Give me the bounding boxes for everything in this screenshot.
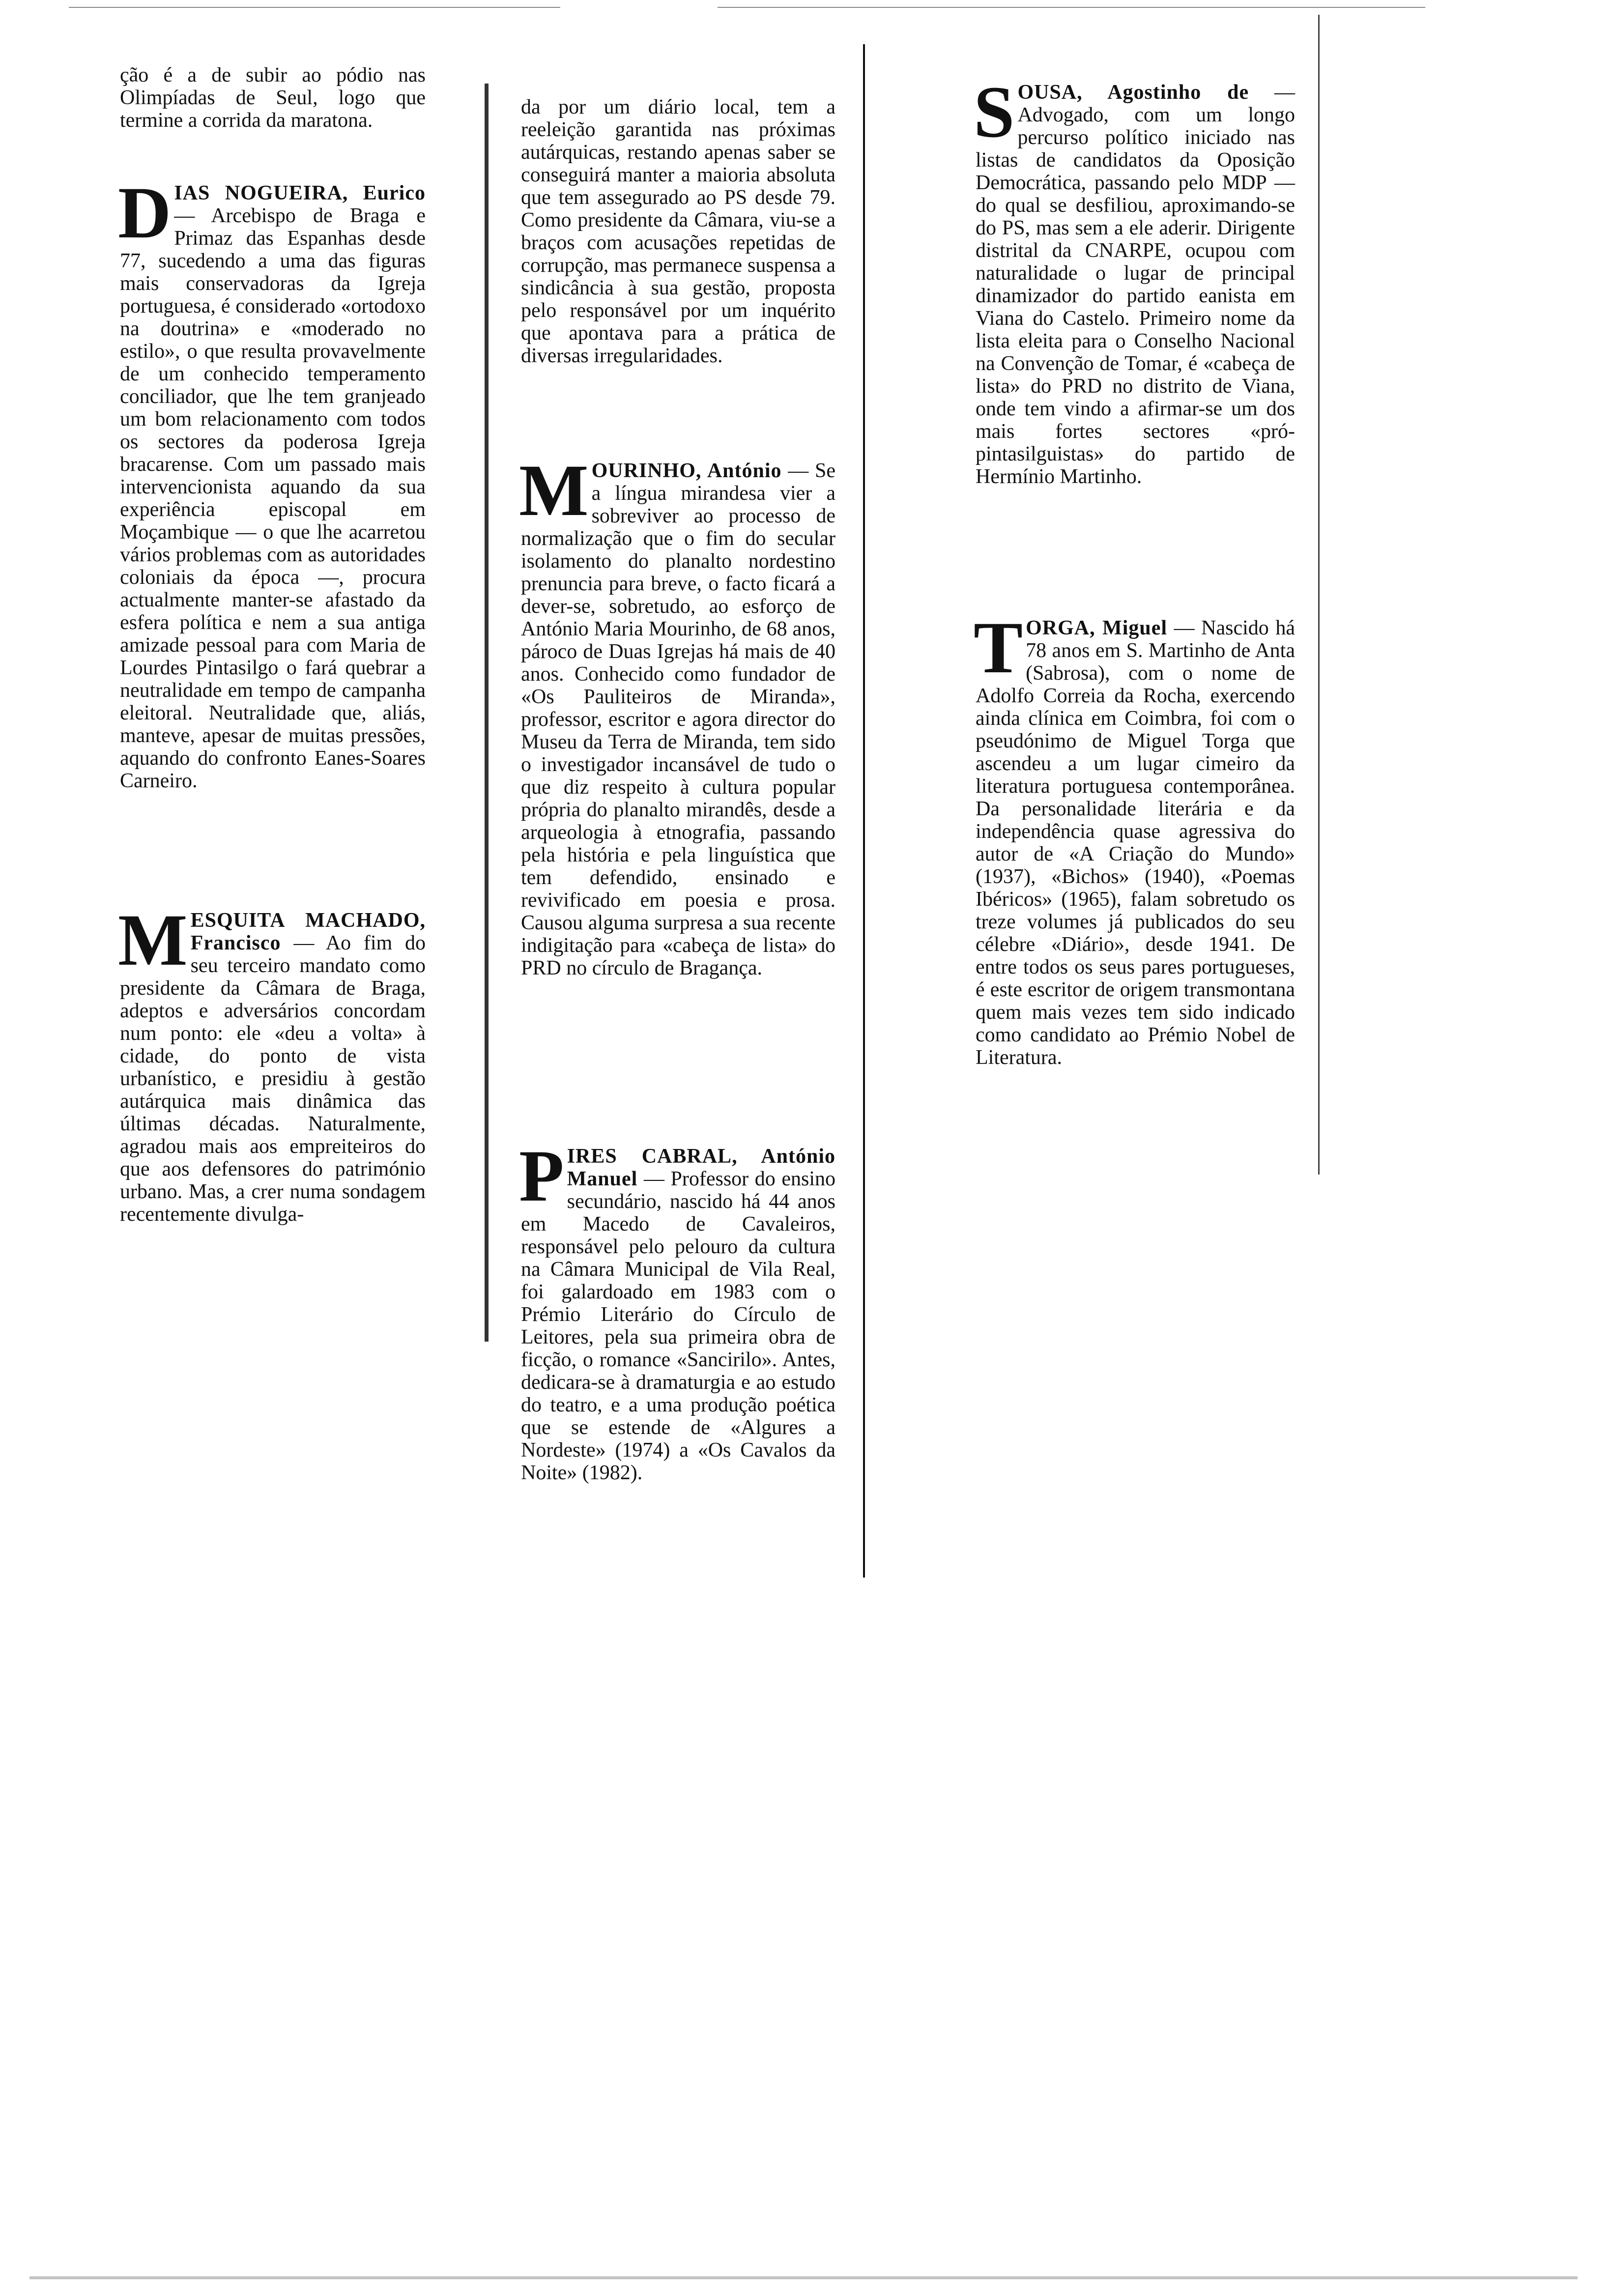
entry-sousa — [974, 71, 1295, 488]
column-rule-right — [1318, 15, 1320, 1175]
entry-continuation — [521, 96, 835, 367]
entry-continuation — [120, 64, 426, 132]
entry-mesquita-machado — [118, 899, 426, 1226]
top-rule-right — [718, 7, 1425, 8]
drop-cap: S — [974, 71, 1015, 153]
drop-cap: P — [519, 1135, 564, 1217]
top-rule-left — [69, 7, 560, 8]
entry-heading: ORGA, Miguel — [1026, 617, 1168, 639]
entry-torga — [974, 607, 1295, 1069]
column-rule-middle — [863, 44, 865, 1578]
drop-cap: T — [974, 607, 1023, 689]
entry-text: — Ao fim do seu terceiro mandato como presidente da Câmara de Braga, adeptos e adversários concordam num ponto: ele «deu a volta» à cidade, do ponto de vista urbanístico, e presidiu à gestão autárquica mais dinâmica das últimas décadas. Naturalmente, agradou mais aos empreiteiros do que aos defensores do património urbano. Mas, a crer numa sondagem recentemente divulga- — [120, 932, 426, 1226]
entry-dias-nogueira — [118, 172, 426, 792]
entry-text: ção é a de subir ao pódio nas Olimpíadas de Seul, logo que termine a corrida da maratona. — [120, 64, 426, 132]
entry-text: — Professor do ensino secundário, nascido há 44 anos em Macedo de Cavaleiros, responsável pelo pelouro da cultura na Câmara Municipal de Vila Real, foi galardoado em 1983 com o Prémio Literário do Círculo de Leitores, pela sua primeira obra de ficção, o romance «Sancirilo». Antes, dedicara-se à dramaturgia e ao estudo do teatro, e a uma produção poética que se estende de «Algures a Nordeste» (1974) a «Os Cavalos da Noite» (1982). — [521, 1168, 835, 1484]
entry-text: — Nascido há 78 anos em S. Martinho de Anta (Sabrosa), com o nome de Adolfo Correia da Rocha, exercendo ainda clínica em Coimbra, foi com o pseudónimo de Miguel Torga que ascendeu a um lugar cimeiro da literatura portuguesa contemporânea. Da personalidade literária e da independência quase agressiva do autor de «A Criação do Mundo» (1937), «Bichos» (1940), «Poemas Ibéricos» (1965), falam sobretudo os treze volumes já publicados do seu célebre «Diário», desde 1941. De entre todos os seus pares portugueses, é este escritor de origem transmontana quem mais vezes tem sido indicado como candidato ao Prémio Nobel de Literatura. — [976, 617, 1295, 1069]
drop-cap: M — [519, 450, 589, 531]
drop-cap: D — [118, 172, 172, 254]
bottom-scan-noise — [29, 2276, 1578, 2279]
entry-heading: IRES CABRAL, António Manuel — [567, 1145, 835, 1190]
entry-heading: IAS NOGUEIRA, Eurico — [174, 182, 426, 204]
drop-cap: M — [118, 899, 188, 981]
entry-text: da por um diário local, tem a reeleição garantida nas próximas autárquicas, restando apenas saber se conseguirá manter a maioria absoluta que tem assegurado ao PS desde 79. Como presidente da Câmara, viu-se a braços com acusações repetidas de corrupção, mas permanece suspensa a sindicância à sua gestão, proposta pelo responsável por um inquérito que apontava para a prática de diversas irregularidades. — [521, 96, 835, 367]
entry-mourinho — [519, 450, 836, 979]
entry-text: — Se a língua mirandesa vier a sobreviver ao processo de normalização que o fim do secular isolamento do planalto nordestino prenuncia para breve, o facto ficará a dever-se, sobretudo, ao esforço de António Maria Mourinho, de 68 anos, pároco de Duas Igrejas há mais de 40 anos. Conhecido como fundador de «Os Pauliteiros de Miranda», professor, escritor e agora director do Museu da Terra de Miranda, tem sido o investigador incansável de tudo o que diz respeito à cultura popular própria do planalto mirandês, desde a arqueologia à etnografia, passando pela história e pela linguística que tem defendido, ensinado e revivificado em poesia e prosa. Causou alguma surpresa a sua recente indigitação para «cabeça de lista» do PRD no círculo de Bragança. — [521, 459, 836, 979]
entry-heading: OUSA, Agostinho de — [1017, 81, 1249, 104]
entry-text: — Arcebispo de Braga e Primaz das Espanhas desde 77, sucedendo a uma das figuras mais conservadoras da Igreja portuguesa, é considerado «ortodoxo na doutrina» e «moderado no estilo», o que resulta provavelmente de um conhecido temperamento conciliador, que lhe tem granjeado um bom relacionamento com todos os sectores da poderosa Igreja bracarense. Com um passado mais intervencionista aquando da sua experiência episcopal em Moçambique — o que lhe acarretou vários problemas com as autoridades coloniais da época —, procura actualmente manter-se afastado da esfera política e nem a sua antiga amizade pessoal para com Maria de Lourdes Pintasilgo o fará quebrar a neutralidade em tempo de campanha eleitoral. Neutralidade que, aliás, manteve, apesar de muitas pressões, aquando do confronto Eanes-Soares Carneiro. — [120, 204, 426, 792]
entry-text: — Advogado, com um longo percurso político iniciado nas listas de candidatos da Oposição Democrática, passando pelo MDP — do qual se desfiliou, aproximando-se do PS, mas sem a ele aderir. Dirigente distrital da CNARPE, ocupou com naturalidade o lugar de principal dinamizador do partido eanista em Viana do Castelo. Primeiro nome da lista eleita para o Conselho Nacional na Convenção de Tomar, é «cabeça de lista» do PRD no distrito de Viana, onde tem vindo a afirmar-se um dos mais fortes sectores «pró-pintasilguistas» do partido de Hermínio Martinho. — [976, 81, 1295, 488]
column-rule-left — [485, 84, 489, 1342]
entry-pires-cabral — [519, 1135, 835, 1484]
entry-heading: OURINHO, António — [591, 459, 782, 482]
entry-heading: ESQUITA MACHADO, Francisco — [190, 909, 426, 954]
